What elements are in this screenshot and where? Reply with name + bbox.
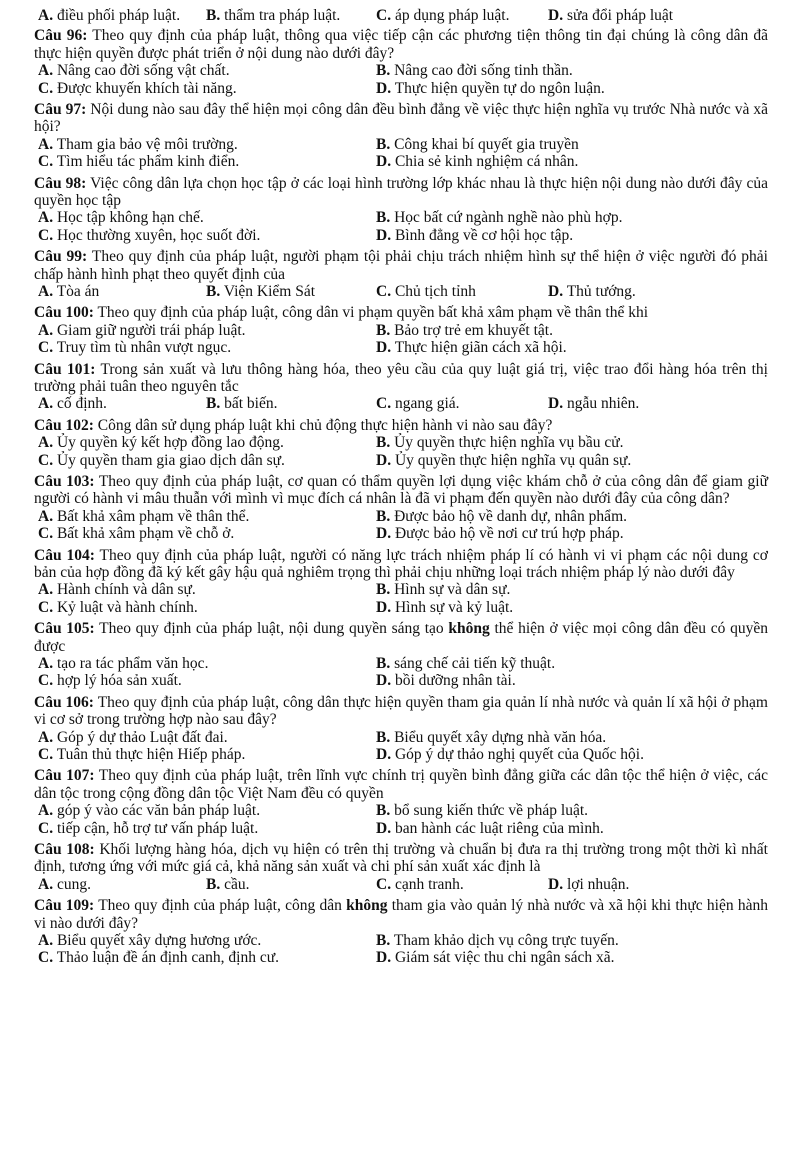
option-b: B. bất biến. bbox=[206, 395, 278, 413]
option-b: B. cầu. bbox=[206, 875, 250, 893]
question-text: Câu 106: Theo quy định của pháp luật, công dân thực hiện quyền tham gia quản lí nhà nước và quản lí xã hội ở phạm vi cơ sở trong trường hợp nào sau đây? bbox=[34, 693, 768, 729]
option-b: B. Viện Kiểm Sát bbox=[206, 282, 316, 300]
option-b: B. sáng chế cải tiến kỹ thuật. bbox=[376, 654, 556, 672]
option-a: A. Hành chính và dân sự. bbox=[38, 581, 196, 599]
question-text: Câu 107: Theo quy định của pháp luật, trên lĩnh vực chính trị quyền bình đẳng giữa các dân tộc thể hiện ở việc, các dân tộc trong cộng đồng dân tộc Việt Nam đều có quyền bbox=[34, 767, 768, 802]
options-row bbox=[34, 153, 768, 170]
options-row bbox=[34, 820, 768, 837]
options-row bbox=[34, 283, 768, 300]
option-d: D. Thủ tướng. bbox=[548, 282, 636, 300]
options-row bbox=[34, 949, 768, 966]
question-103 bbox=[34, 473, 768, 543]
question-98 bbox=[34, 175, 768, 245]
option-a: A. góp ý vào các văn bản pháp luật. bbox=[38, 802, 261, 820]
question-text: Câu 97: Nội dung nào sau đây thể hiện mọi công dân đều bình đẳng về việc thực hiện nghĩa vụ trước Nhà nước và xã hội? bbox=[34, 100, 769, 136]
question-99 bbox=[34, 248, 768, 300]
option-c: C. Tuân thủ thực hiện Hiếp pháp. bbox=[38, 745, 246, 763]
option-a: A. Biểu quyết xây dựng hương ước. bbox=[38, 931, 262, 949]
option-c: C. Bất khả xâm phạm về chỗ ở. bbox=[38, 525, 235, 543]
options-row bbox=[34, 525, 768, 542]
option-a: A. cố định. bbox=[38, 395, 107, 413]
option-c: C. tiếp cận, hỗ trợ tư vấn pháp luật. bbox=[38, 819, 259, 837]
question-text: Câu 109: Theo quy định của pháp luật, công dân không tham gia vào quản lý nhà nước và xã hội khi thực hiện hành vi nào dưới đây? bbox=[34, 897, 768, 932]
option-c: C. Truy tìm tù nhân vượt ngục. bbox=[38, 339, 232, 357]
option-b: B. Học bất cứ ngành nghề nào phù hợp. bbox=[376, 209, 623, 227]
option-b: B. Nâng cao đời sống tinh thần. bbox=[376, 62, 573, 80]
options-row bbox=[34, 508, 768, 525]
option-d: D. Được bảo hộ về nơi cư trú hợp pháp. bbox=[376, 525, 624, 543]
options-row bbox=[34, 209, 768, 226]
option-b: B. Biểu quyết xây dựng nhà văn hóa. bbox=[376, 728, 607, 746]
option-c: C. Thảo luận đề án định canh, định cư. bbox=[38, 949, 280, 967]
option-b: B. Được bảo hộ về danh dự, nhân phẩm. bbox=[376, 507, 627, 525]
option-d: D. bồi dưỡng nhân tài. bbox=[376, 672, 516, 690]
question-text: Câu 102: Công dân sử dụng pháp luật khi chủ động thực hiện hành vi nào sau đây? bbox=[34, 416, 553, 434]
question-text: Câu 104: Theo quy định của pháp luật, người có năng lực trách nhiệm pháp lí có hành vi vi phạm các nội dung cơ bản của hợp đồng đã ký kết gây hậu quả nghiêm trọng thì phải chịu những loại trách nhiệm pháp lý nào dưới đây bbox=[34, 546, 768, 581]
options-row bbox=[34, 395, 768, 412]
options-row bbox=[34, 452, 768, 469]
option-a: A. Tham gia bảo vệ môi trường. bbox=[38, 135, 238, 153]
option-a: A. tạo ra tác phẩm văn học. bbox=[38, 654, 209, 672]
option-d: D. Giám sát việc thu chi ngân sách xã. bbox=[376, 949, 615, 967]
question-97 bbox=[34, 101, 768, 171]
option-c: C. Học thường xuyên, học suốt đời. bbox=[38, 226, 261, 244]
option-b: B. bổ sung kiến thức về pháp luật. bbox=[376, 802, 589, 820]
options-row bbox=[34, 136, 768, 153]
options-row bbox=[34, 62, 768, 79]
question-104 bbox=[34, 547, 768, 617]
option-a: A. Giam giữ người trái pháp luật. bbox=[38, 321, 246, 339]
option-b: B. Công khai bí quyết gia truyền bbox=[376, 135, 579, 153]
option-d: D. Bình đẳng về cơ hội học tập. bbox=[376, 226, 574, 244]
question-text: Câu 103: Theo quy định của pháp luật, cơ quan có thẩm quyền lợi dụng việc khám chỗ ở của công dân để giam giữ người có hành vi mâu thuẫn với mình vì mục đích cá nhân là đã vi phạm đến quyền nào dưới đây của công dân? bbox=[34, 472, 768, 508]
option-d: D. lợi nhuận. bbox=[548, 875, 630, 893]
options-row bbox=[34, 672, 768, 689]
options-row bbox=[34, 802, 768, 819]
question-text: Câu 99: Theo quy định của pháp luật, người phạm tội phải chịu trách nhiệm hình sự thể hiện ở việc người đó phải chấp hành hình phạt theo quyết định của bbox=[34, 248, 768, 283]
option-a: A. Tòa án bbox=[38, 282, 100, 300]
question-106 bbox=[34, 694, 768, 764]
option-c: C. ngang giá. bbox=[376, 395, 460, 413]
question-text: Câu 108: Khối lượng hàng hóa, dịch vụ hiện có trên thị trường và chuẩn bị đưa ra thị trường trong một thời kì nhất định, tương ứng với mức giá cả, khả năng sản xuất và chi phí sản xuất xác định là bbox=[34, 840, 768, 876]
option-a: A. Học tập không hạn chế. bbox=[38, 209, 204, 227]
question-101 bbox=[34, 361, 768, 413]
option-b: B. Hình sự và dân sự. bbox=[376, 581, 511, 599]
options-row bbox=[34, 434, 768, 451]
options-row bbox=[34, 729, 768, 746]
question-107 bbox=[34, 767, 768, 837]
question-105 bbox=[34, 620, 768, 690]
question-108 bbox=[34, 841, 768, 893]
options-row bbox=[34, 581, 768, 598]
option-a: A. Nâng cao đời sống vật chất. bbox=[38, 62, 230, 80]
question-96 bbox=[34, 27, 768, 97]
option-c: C. áp dụng pháp luật. bbox=[376, 7, 510, 24]
question-text: Câu 96: Theo quy định của pháp luật, thông qua việc tiếp cận các phương tiện thông tin đại chúng là công dân đã thực hiện quyền được phát triển ở nội dung nào dưới đây? bbox=[34, 27, 768, 62]
option-d: D. Ủy quyền thực hiện nghĩa vụ quân sự. bbox=[376, 451, 632, 469]
option-c: C. hợp lý hóa sản xuất. bbox=[38, 672, 182, 690]
option-c: C. Chủ tịch tỉnh bbox=[376, 282, 476, 300]
option-a: A. Bất khả xâm phạm về thân thể. bbox=[38, 507, 250, 525]
option-d: D. Thực hiện quyền tự do ngôn luận. bbox=[376, 79, 605, 97]
option-c: C. Kỷ luật và hành chính. bbox=[38, 598, 198, 616]
question-text: Câu 105: Theo quy định của pháp luật, nội dung quyền sáng tạo không thể hiện ở việc mọi công dân đều có quyền được bbox=[34, 620, 768, 655]
option-c: C. Ủy quyền tham gia giao dịch dân sự. bbox=[38, 451, 285, 469]
option-b: B. thẩm tra pháp luật. bbox=[206, 7, 341, 24]
option-d: D. Hình sự và kỷ luật. bbox=[376, 598, 514, 616]
option-d: D. Chia sẻ kinh nghiệm cá nhân. bbox=[376, 153, 579, 171]
question-100 bbox=[34, 304, 768, 356]
question-text: Câu 101: Trong sản xuất và lưu thông hàng hóa, theo yêu cầu của quy luật giá trị, việc trao đổi hàng hóa trên thị trường phải tuân theo nguyên tắc bbox=[34, 360, 768, 395]
options-row bbox=[34, 322, 768, 339]
question-102 bbox=[34, 417, 768, 469]
option-a: A. cung. bbox=[38, 875, 91, 893]
options-row bbox=[34, 339, 768, 356]
option-c: C. Tìm hiểu tác phẩm kinh điển. bbox=[38, 153, 240, 171]
option-d: D. ngẫu nhiên. bbox=[548, 395, 640, 413]
option-b: B. Bảo trợ trẻ em khuyết tật. bbox=[376, 321, 553, 339]
option-c: C. Được khuyến khích tài năng. bbox=[38, 79, 237, 97]
question-text: Câu 98: Việc công dân lựa chọn học tập ở các loại hình trường lớp khác nhau là thực hiện nội dung nào dưới đây của quyền học tập bbox=[34, 174, 768, 209]
option-d: D. Thực hiện giãn cách xã hội. bbox=[376, 339, 567, 357]
question-text: Câu 100: Theo quy định của pháp luật, công dân vi phạm quyền bất khả xâm phạm về thân thể khi bbox=[34, 304, 649, 322]
options-row bbox=[34, 599, 768, 616]
options-row bbox=[34, 227, 768, 244]
option-b: B. Tham khảo dịch vụ công trực tuyến. bbox=[376, 931, 619, 949]
option-c: C. cạnh tranh. bbox=[376, 875, 464, 893]
option-b: B. Ủy quyền thực hiện nghĩa vụ bầu cử. bbox=[376, 434, 624, 452]
options-row bbox=[34, 80, 768, 97]
question-109 bbox=[34, 897, 768, 967]
options-row bbox=[34, 746, 768, 763]
options-row bbox=[34, 876, 768, 893]
option-d: D. Góp ý dự thảo nghị quyết của Quốc hội. bbox=[376, 745, 644, 763]
option-d: D. ban hành các luật riêng của mình. bbox=[376, 819, 604, 837]
options-row bbox=[34, 655, 768, 672]
option-a: A. điều phối pháp luật. bbox=[38, 7, 181, 24]
option-d: D. sửa đổi pháp luật bbox=[548, 7, 674, 24]
options-row bbox=[34, 7, 768, 24]
options-row bbox=[34, 932, 768, 949]
option-a: A. Ủy quyền ký kết hợp đồng lao động. bbox=[38, 434, 284, 452]
option-a: A. Góp ý dự thảo Luật đất đai. bbox=[38, 728, 228, 746]
